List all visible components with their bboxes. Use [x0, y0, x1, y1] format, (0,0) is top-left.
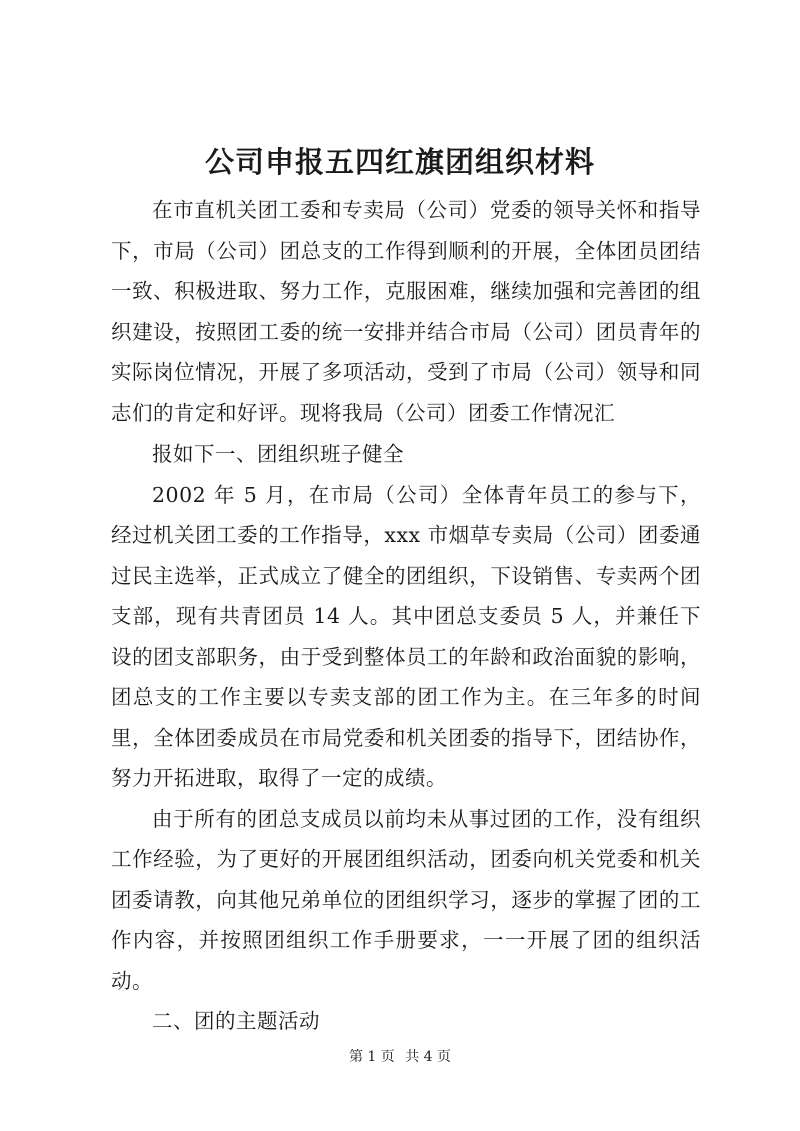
- paragraph-establishment: 2002 年 5 月，在市局（公司）全体青年员工的参与下，经过机关团工委的工作指导，xxx 市烟草专卖局（公司）团委通过民主选举，正式成立了健全的团组织，下设销售、专卖两个团支部，现有共青团员 14 人。其中团总支委员 5 人，并兼任下设的团支部职务，由于受到整体员工的年龄和政治面貌的影响，团总支的工作主要以专卖支部的团工作为主。在三年多的时间里，全体团委成员在市局党委和机关团委的指导下，团结协作，努力开拓进取，取得了一定的成绩。: [111, 482, 701, 790]
- page-total: 共 4 页: [405, 1049, 452, 1065]
- page-footer: [0, 1047, 800, 1067]
- paragraph-learning: 由于所有的团总支成员以前均未从事过团的工作，没有组织工作经验，为了更好的开展团组织活动，团委向机关党委和机关团委请教，向其他兄弟单位的团组织学习，逐步的掌握了团的工作内容，并按照团组织工作手册要求，一一开展了团的组织活动。: [111, 806, 701, 993]
- page-number: 第 1 页: [348, 1049, 395, 1065]
- paragraph-intro: 在市直机关团工委和专卖局（公司）党委的领导关怀和指导下，市局（公司）团总支的工作得到顺利的开展，全体团员团结一致、积极进取、努力工作，克服困难，继续加强和完善团的组织建设，按照团工委的统一安排并结合市局（公司）团员青年的实际岗位情况，开展了多项活动，受到了市局（公司）领导和同志们的肯定和好评。现将我局（公司）团委工作情况汇: [111, 198, 701, 425]
- paragraph-section-one-heading: 报如下一、团组织班子健全: [152, 442, 404, 466]
- document-title: 公司申报五四红旗团组织材料: [204, 145, 595, 179]
- document-body: [111, 190, 701, 1042]
- paragraph-section-two-heading: 二、团的主题活动: [152, 1009, 320, 1033]
